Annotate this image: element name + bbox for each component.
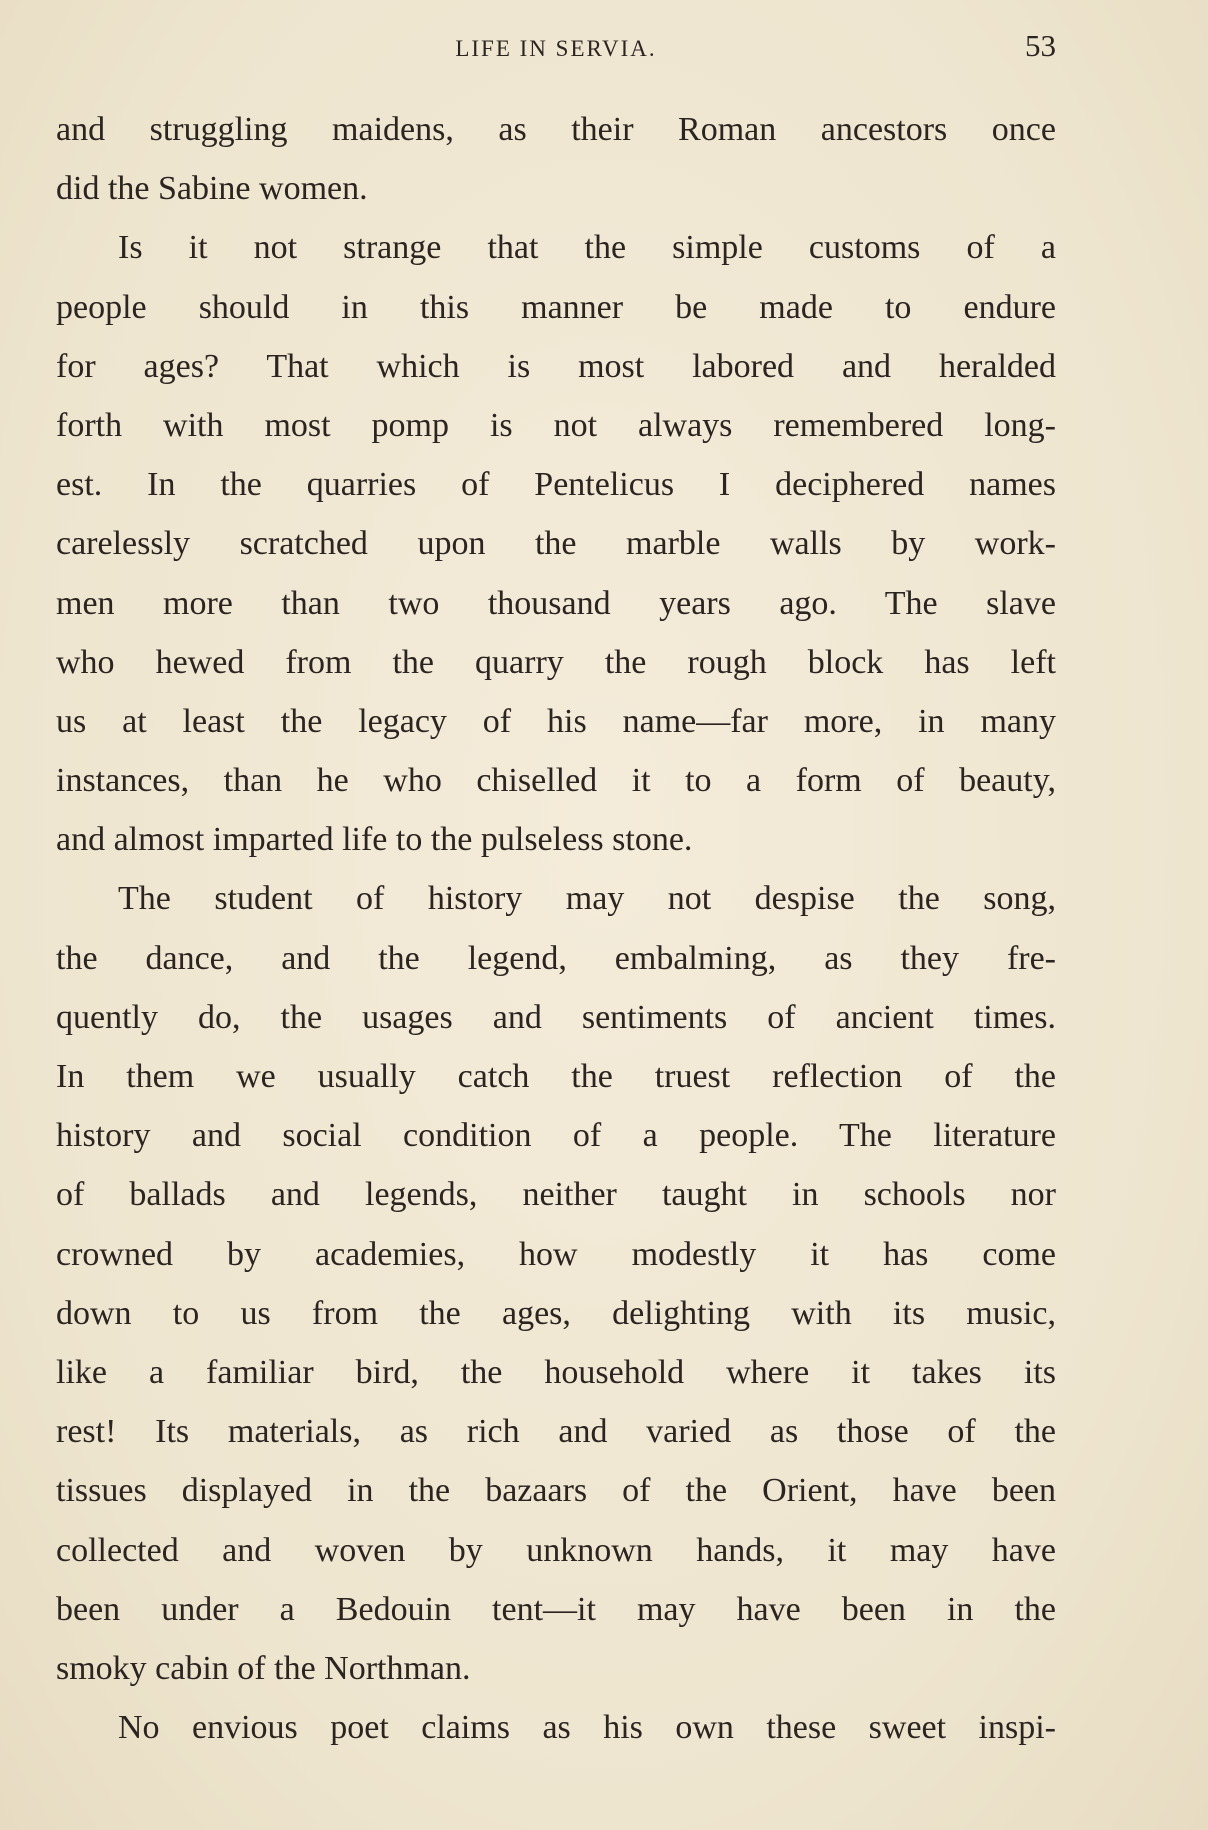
text-line: rest! Its materials, as rich and varied as those of the — [56, 1413, 1056, 1451]
text-line: been under a Bedouin tent—it may have been in the — [56, 1590, 1056, 1628]
page-number: 53 — [1025, 28, 1056, 63]
text-line: In them we usually catch the truest reflection of the — [56, 1058, 1056, 1095]
text-line: of ballads and legends, neither taught in schools nor — [56, 1176, 1056, 1214]
text-line: tissues displayed in the bazaars of the Orient, have been — [56, 1472, 1056, 1510]
text-line: quently do, the usages and sentiments of ancient times. — [56, 998, 1056, 1036]
text-line: collected and woven by unknown hands, it may have — [56, 1531, 1056, 1569]
text-line: did the Sabine women. — [56, 170, 368, 208]
text-line: history and social condition of a people. The literature — [56, 1117, 1056, 1155]
text-line: men more than two thousand years ago. The slave — [56, 584, 1056, 622]
text-line: No envious poet claims as his own these sweet inspi- — [118, 1709, 1056, 1747]
text-line: The student of history may not despise the song, — [118, 880, 1056, 918]
text-line: and struggling maidens, as their Roman ancestors once — [56, 111, 1056, 148]
text-line: the dance, and the legend, embalming, as they fre- — [56, 939, 1056, 977]
page-header — [56, 28, 1056, 68]
text-line: forth with most pomp is not always remembered long- — [56, 406, 1056, 444]
text-line: us at least the legacy of his name—far more, in many — [56, 702, 1056, 740]
text-line: est. In the quarries of Pentelicus I deciphered names — [56, 466, 1056, 504]
text-line: for ages? That which is most labored and heralded — [56, 347, 1056, 385]
text-line: Is it not strange that the simple customs of a — [118, 229, 1056, 267]
text-line: who hewed from the quarry the rough block has left — [56, 643, 1056, 681]
text-line: instances, than he who chiselled it to a form of beauty, — [56, 762, 1056, 800]
text-line: and almost imparted life to the pulseless stone. — [56, 821, 693, 859]
text-line: crowned by academies, how modestly it has come — [56, 1235, 1056, 1273]
text-line: like a familiar bird, the household where it takes its — [56, 1353, 1056, 1391]
text-line: people should in this manner be made to endure — [56, 288, 1056, 326]
body-text — [56, 100, 1056, 1757]
running-title: LIFE IN SERVIA. — [455, 36, 657, 61]
text-line: smoky cabin of the Northman. — [56, 1649, 471, 1687]
text-line: carelessly scratched upon the marble walls by work- — [56, 525, 1056, 563]
text-line: down to us from the ages, delighting with its music, — [56, 1294, 1056, 1332]
